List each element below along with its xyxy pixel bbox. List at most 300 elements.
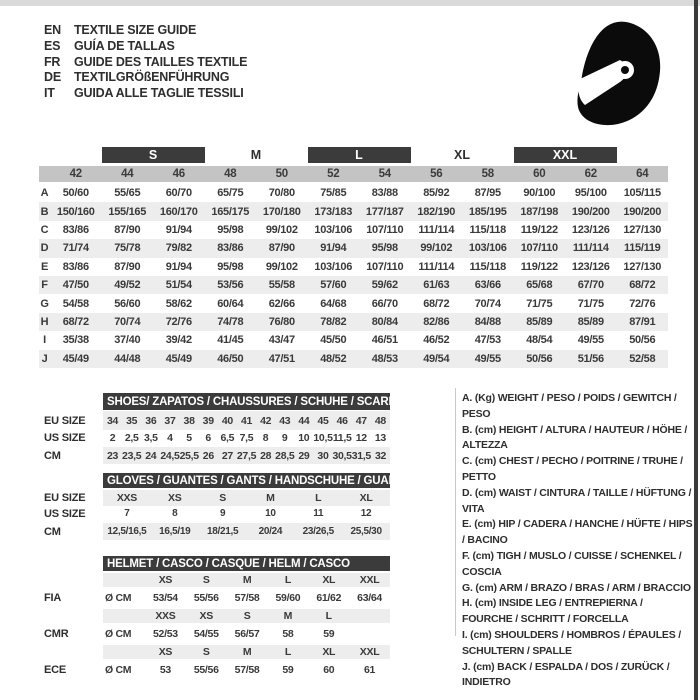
language-title: GUIDA ALLE TAGLIE TESSILI [74,86,244,101]
gloves-us-cell: 12 [360,508,372,519]
helmet-value-row-fia [44,587,390,608]
language-code: DE [44,70,61,85]
gloves-row-us [44,506,390,521]
gloves-eu-cell: M [266,492,275,504]
gloves-eu-cell: S [219,492,226,504]
measure-value-cell: 111/114 [572,242,609,255]
shoes-eu-cell: 38 [183,414,195,427]
helmet-size-labels [103,573,390,587]
measure-value-cell: 76/80 [268,315,295,328]
language-title: TEXTILE SIZE GUIDE [74,23,197,37]
shoes-us-cell: 7,5 [239,432,254,444]
measure-value-cell: 39/42 [165,334,192,347]
shoes-cm-cell: 25,5 [179,449,199,462]
shoes-eu-cell: 47 [355,414,367,427]
shoes-us-cell: 11,5 [332,432,352,444]
measure-value-cell: 72/76 [165,315,192,328]
measure-row-label: D [40,242,49,255]
measure-value-cell: 165/175 [211,205,250,218]
measure-value-cell: 59/62 [371,279,398,292]
size-band-row [39,166,668,182]
measure-value-cell: 50/60 [62,187,89,200]
shoes-cm-cell: 28,5 [275,449,295,462]
shoes-cm-cell: 24 [145,449,157,462]
measure-value-cell: 67/70 [577,279,604,292]
measure-row-b [39,202,668,220]
shoes-row-eu [44,411,390,430]
measure-value-cell: 47/50 [62,279,89,292]
measure-value-cell: 91/94 [165,223,192,236]
measure-value-cell: 56/60 [114,297,141,310]
legend-item: E. (cm) HIP / CADERA / HANCHE / HÜFTE / HIPS / BACINO [462,518,693,547]
measure-value-cell: 95/98 [371,242,398,255]
measure-value-cell: 105/115 [623,187,661,200]
measure-value-cell: 52/58 [629,352,656,365]
helmet-value-cell: 63/64 [357,591,382,604]
gloves-us-cell: 10 [265,508,276,519]
measure-value-cell: 115/119 [624,242,661,255]
helmet-row-spacer [44,573,103,587]
shoes-eu-cell: 46 [336,414,348,427]
shoes-cm-cell: 26 [202,449,214,462]
measure-value-cell: 87/95 [474,187,501,200]
helmet-value-cell: 57/58 [234,663,260,676]
helmet-value-cell: 61 [364,663,376,676]
measure-value-cell: 48/54 [526,334,553,347]
measure-value-cell: 90/100 [523,187,556,200]
measure-row-label: J [41,352,48,365]
shoes-eu-cell: 35 [126,414,138,427]
shoes-eu-cell: 44 [298,414,310,427]
shoes-row-cm [44,447,390,464]
helmet-value-cell: 59/60 [275,591,301,604]
measure-row-f [39,276,668,294]
shoes-us-cell: 8 [262,432,269,444]
helmet-size-cell: M [283,610,293,622]
measure-value-cell: 48/53 [371,352,398,365]
measure-value-cell: 49/52 [114,279,141,292]
helmet-size-cell: XS [158,646,173,658]
shoes-us-cell: 6 [205,432,211,444]
measure-value-cell: 99/102 [265,223,298,236]
measure-value-cell: 83/86 [62,223,89,236]
measurement-legend [462,391,694,691]
gloves-cm-cell: 18/21,5 [206,526,239,537]
gloves-row-cm [44,523,390,540]
helmet-size-cell: S [202,646,210,658]
measure-value-cell: 83/88 [371,187,398,200]
measure-row-i [39,331,668,349]
helmet-standard-label: FIA [44,591,62,604]
measure-value-cell: 185/195 [468,205,507,218]
measure-value-cell: 71/75 [577,297,604,310]
diameter-column-spacer [103,645,145,659]
legend-item: B. (cm) HEIGHT / ALTURA / HAUTEUR / HÖHE / ALTEZZA [462,423,688,452]
language-title-list [44,23,247,102]
size-number-cell: 42 [69,168,82,180]
helmet-size-cell: L [284,574,291,586]
measure-value-cell: 53/56 [217,279,244,292]
measure-row-g [39,294,668,312]
gloves-row-label: CM [44,525,61,538]
size-number-cell: 46 [172,168,185,180]
measure-value-cell: 190/200 [623,205,662,218]
helmet-size-cell: XXL [359,646,380,658]
measure-value-cell: 173/183 [314,205,353,218]
measure-value-cell: 103/106 [314,260,353,273]
measure-value-cell: 55/65 [114,187,141,200]
measure-value-cell: 68/72 [629,279,656,292]
shoes-us-cell: 10 [298,432,310,444]
helmet-row-spacer [44,645,103,659]
measure-row-label: H [40,315,49,328]
gloves-cm-values [103,523,390,540]
measure-value-cell: 123/126 [571,223,610,236]
helmet-size-cell: L [284,646,291,658]
top-edge-strip [0,0,700,6]
helmet-value-cell: 59 [282,663,294,676]
measure-value-cell: 95/98 [217,223,244,236]
shoes-eu-cell: 48 [374,414,386,427]
shoes-eu-values [103,411,390,430]
measure-row-label: A [40,187,49,200]
shoes-eu-cell: 45 [317,414,329,427]
measure-value-cell: 50/56 [526,352,553,365]
measure-value-cell: 60/70 [165,187,192,200]
shoes-cm-cell: 30,5 [332,449,352,462]
shoes-section-header: SHOES/ ZAPATOS / CHAUSSURES / SCHUHE / SCARPE [103,393,390,410]
measure-value-cell: 70/74 [114,315,141,328]
helmet-size-cell: S [243,610,251,622]
measure-value-cell: 119/122 [520,260,558,273]
measure-value-cell: 45/50 [320,334,347,347]
shoes-size-table [44,393,404,464]
measure-value-cell: 99/102 [420,242,453,255]
gloves-eu-cell: L [315,492,322,504]
measure-value-cell: 71/74 [62,242,89,255]
legend-item: A. (Kg) WEIGHT / PESO / POIDS / GEWITCH / PESO [462,392,677,420]
helmet-value-cell: 55/56 [193,591,219,604]
measure-value-cell: 177/187 [365,205,404,218]
shoes-row-label: CM [44,449,61,462]
shoes-us-cell: 13 [374,432,386,444]
gloves-us-cell: 9 [219,508,226,519]
diameter-column-spacer [103,573,145,587]
measure-row-c [39,221,668,239]
measure-value-cell: 63/66 [474,279,501,292]
helmet-size-label-row-ece [44,645,390,659]
shoes-eu-cell: 36 [145,414,157,427]
shoes-row-us [44,430,390,446]
diameter-label: Ø CM [105,627,132,640]
shoes-cm-cell: 27 [221,449,233,462]
shoes-eu-cell: 41 [240,414,253,427]
measure-value-cell: 103/106 [468,242,507,255]
measure-value-cell: 111/114 [418,260,455,273]
measure-value-cell: 37/40 [114,334,141,347]
measure-value-cell: 84/88 [474,315,501,328]
legend-item: D. (cm) WAIST / CINTURA / TAILLE / HÜFTUNG / VITA [462,486,692,515]
legend-divider-line [455,388,456,636]
helmet-value-cell: 60 [323,663,335,676]
shoes-us-values [103,430,390,446]
shoes-cm-cell: 24,5 [160,449,180,462]
measure-value-cell: 70/80 [268,187,295,200]
measure-row-label: B [40,205,49,218]
helmet-size-cell: XS [158,574,173,586]
helmet-size-cell: M [242,646,252,658]
measure-value-cell: 85/89 [526,315,553,328]
measure-value-cell: 49/54 [423,352,450,365]
shoes-row-label: US SIZE [44,432,86,444]
legend-item: I. (cm) SHOULDERS / HOMBROS / ÉPAULES / SCHULTERN / SPALLE [462,628,681,657]
size-number-cell: 52 [327,168,340,180]
measure-value-cell: 48/52 [320,352,347,365]
shoes-cm-cell: 29 [298,449,310,462]
measure-row-d [39,239,668,257]
measure-value-cell: 71/75 [526,297,553,310]
measure-row-label: E [40,260,49,273]
helmet-size-label-row-fia [44,573,390,587]
measure-value-cell: 47/53 [474,334,501,347]
measure-value-cell: 49/55 [577,334,604,347]
measure-value-cell: 87/90 [114,260,141,273]
measure-value-cell: 85/89 [577,315,604,328]
measure-value-cell: 64/68 [320,297,347,310]
measure-value-cell: 103/106 [314,223,353,236]
helmet-value-cell: 55/56 [193,663,219,676]
shoes-us-cell: 3,5 [143,432,158,444]
size-number-cell: 44 [121,168,134,180]
measure-value-cell: 115/118 [469,260,506,273]
helmet-size-cell: M [242,574,252,586]
helmet-size-labels [103,609,390,623]
diameter-label: Ø CM [105,663,132,676]
language-code: IT [44,86,55,101]
helmet-value-cell: 52/53 [153,627,178,640]
helmet-standard-values [103,587,390,608]
gloves-section-header: GLOVES / GUANTES / GANTS / HANDSCHUHE / GUANTI [103,473,390,488]
size-group-xl: XL [454,148,470,162]
gloves-cm-cell: 12,5/16,5 [107,526,147,537]
measure-value-cell: 127/130 [623,260,662,273]
measure-value-cell: 49/55 [474,352,501,365]
measure-row-a [39,184,668,202]
measure-value-cell: 111/114 [418,223,455,236]
gloves-row-label: EU SIZE [44,492,86,504]
helmet-value-row-ece [44,659,390,680]
measure-value-cell: 123/126 [571,260,610,273]
measure-row-e [39,258,668,276]
shoes-row-label: EU SIZE [44,414,86,427]
helmet-size-cell: XS [199,610,213,622]
measure-value-cell: 95/98 [217,260,244,273]
measure-value-cell: 51/56 [577,352,604,365]
measure-value-cell: 127/130 [623,223,662,236]
measure-value-cell: 87/90 [114,223,141,236]
legend-item: G. (cm) ARM / BRAZO / BRAS / ARM / BRACCIO [462,581,691,594]
measure-value-cell: 87/90 [268,242,295,255]
measure-value-cell: 68/72 [423,297,450,310]
helmet-size-cell: XXL [359,574,380,586]
shoes-us-cell: 4 [167,432,173,444]
language-row-it [44,86,247,102]
shoes-cm-cell: 31,5 [351,449,371,462]
shoes-eu-cell: 40 [221,414,233,427]
helmet-value-cell: 57/58 [234,591,260,604]
language-row-de [44,70,247,86]
measure-value-cell: 44/48 [114,352,141,365]
measure-row-label: G [40,297,49,310]
gloves-size-table [44,473,407,540]
measure-value-cell: 83/86 [217,242,244,255]
size-band-corner [39,166,50,182]
measure-value-cell: 60/64 [217,297,244,310]
shoes-eu-cell: 39 [202,414,214,427]
gloves-row-label: US SIZE [44,507,86,520]
measure-value-cell: 65/75 [217,187,244,200]
size-number-cell: 64 [636,168,649,180]
measure-value-cell: 187/198 [520,205,559,218]
shoes-cm-cell: 32 [374,449,387,462]
measure-value-cell: 99/102 [265,260,298,273]
helmet-value-cell: 53 [159,663,171,676]
measure-value-cell: 46/52 [423,334,450,347]
helmet-size-cell: XL [322,646,336,658]
measure-value-cell: 57/60 [320,279,347,292]
legend-item: H. (cm) INSIDE LEG / ENTREPIERNA / FOURCHE / SCHRITT / FORCELLA [462,597,643,626]
gloves-eu-cell: XS [168,492,182,504]
measure-value-cell: 41/45 [217,334,244,347]
measure-value-cell: 55/58 [268,279,295,292]
gloves-us-values [103,506,390,521]
shoes-us-cell: 12 [355,432,367,444]
measure-value-cell: 95/100 [574,187,607,200]
helmet-standard-label: CMR [44,627,69,640]
measure-row-h [39,313,668,331]
measure-value-cell: 35/38 [62,334,89,347]
measure-value-cell: 82/86 [423,315,450,328]
measure-value-cell: 182/190 [417,205,456,218]
size-number-cell: 56 [430,168,443,180]
gloves-eu-cell: XXS [116,492,137,504]
gloves-eu-cell: XL [359,492,373,504]
measure-value-cell: 155/165 [108,205,147,218]
measure-value-cell: 46/51 [371,334,398,347]
measure-value-cell: 74/78 [217,315,244,328]
shoes-cm-cell: 23,5 [122,449,142,462]
legend-item: C. (cm) CHEST / PECHO / POITRINE / TRUHE / PETTO [462,455,683,483]
shoes-us-cell: 10,5 [313,432,333,444]
language-row-es [44,39,247,55]
size-number-cell: 50 [275,168,288,180]
helmet-value-cell: 56/57 [234,627,260,640]
gloves-us-cell: 8 [172,508,178,519]
helmet-size-cell: L [325,610,332,622]
measure-value-cell: 65/68 [526,279,553,292]
measure-value-cell: 107/110 [366,260,404,273]
helmet-size-label-row-cmr [44,609,390,623]
measure-value-cell: 50/56 [629,334,656,347]
measure-value-cell: 91/94 [320,242,347,255]
shoes-us-cell: 2,5 [124,432,139,444]
size-group-xxl: XXL [514,147,617,163]
measure-value-cell: 83/86 [62,260,89,273]
measure-value-cell: 85/92 [423,187,450,200]
diameter-column-spacer [103,609,145,623]
helmet-value-cell: 54/55 [193,627,219,640]
measure-value-cell: 160/170 [159,205,198,218]
size-group-s: S [102,147,205,163]
measure-row-label: I [43,334,46,347]
shoes-eu-cell: 37 [164,414,176,427]
gloves-cm-cell: 16,5/19 [159,526,191,537]
shoes-eu-cell: 34 [107,414,119,427]
measure-value-cell: 190/200 [571,205,610,218]
shoes-eu-cell: 42 [260,414,272,427]
measure-value-cell: 75/85 [320,187,347,200]
textile-size-table [39,147,668,368]
measure-value-cell: 66/70 [371,297,398,310]
measure-value-cell: 107/110 [366,223,404,236]
shoes-us-cell: 6,5 [220,432,235,444]
gloves-cm-cell: 23/26,5 [302,526,334,537]
shoes-cm-values [103,447,390,464]
language-title: TEXTILGRÖßENFÜHRUNG [74,70,230,85]
size-number-cell: 54 [378,168,391,180]
measure-value-cell: 91/94 [165,260,192,273]
gloves-us-cell: 11 [313,508,324,519]
language-code: ES [44,38,61,53]
measure-value-cell: 51/54 [165,279,192,292]
shoes-us-cell: 2 [109,432,116,444]
helmet-value-row-cmr [44,623,390,644]
language-code: EN [44,23,61,37]
size-group-l: L [308,147,411,163]
shoes-cm-cell: 28 [260,449,272,462]
helmet-value-cell: 58 [282,627,294,640]
measure-value-cell: 47/51 [268,352,295,365]
measure-value-cell: 79/82 [165,242,192,255]
size-group-header-row [39,147,668,163]
measure-value-cell: 46/50 [217,352,244,365]
helmet-standard-label: ECE [44,663,67,676]
helmet-standard-values [103,623,390,644]
shoes-cm-cell: 23 [106,449,119,462]
measure-value-cell: 78/82 [320,315,347,328]
shoes-cm-cell: 30 [317,449,329,462]
language-row-fr [44,55,247,71]
gloves-eu-values [103,490,390,506]
language-title: GUÍA DE TALLAS [74,38,175,53]
measure-value-cell: 45/49 [62,352,89,365]
size-group-m: M [250,148,262,162]
measure-value-cell: 150/160 [56,205,95,218]
helmet-size-table [44,556,390,680]
helmet-size-cell: S [202,574,210,586]
size-number-cell: 48 [224,168,237,180]
helmet-size-cell: XXS [155,610,176,622]
helmet-standard-values [103,659,390,680]
shoes-cm-cell: 27,5 [236,449,257,462]
language-title: GUIDE DES TAILLES TEXTILE [74,54,248,69]
measure-value-cell: 45/49 [165,352,192,365]
helmet-size-labels [103,645,390,659]
shoes-us-cell: 5 [186,432,192,444]
language-code: FR [44,54,61,69]
measure-row-j [39,350,668,368]
gloves-us-cell: 7 [124,508,130,519]
